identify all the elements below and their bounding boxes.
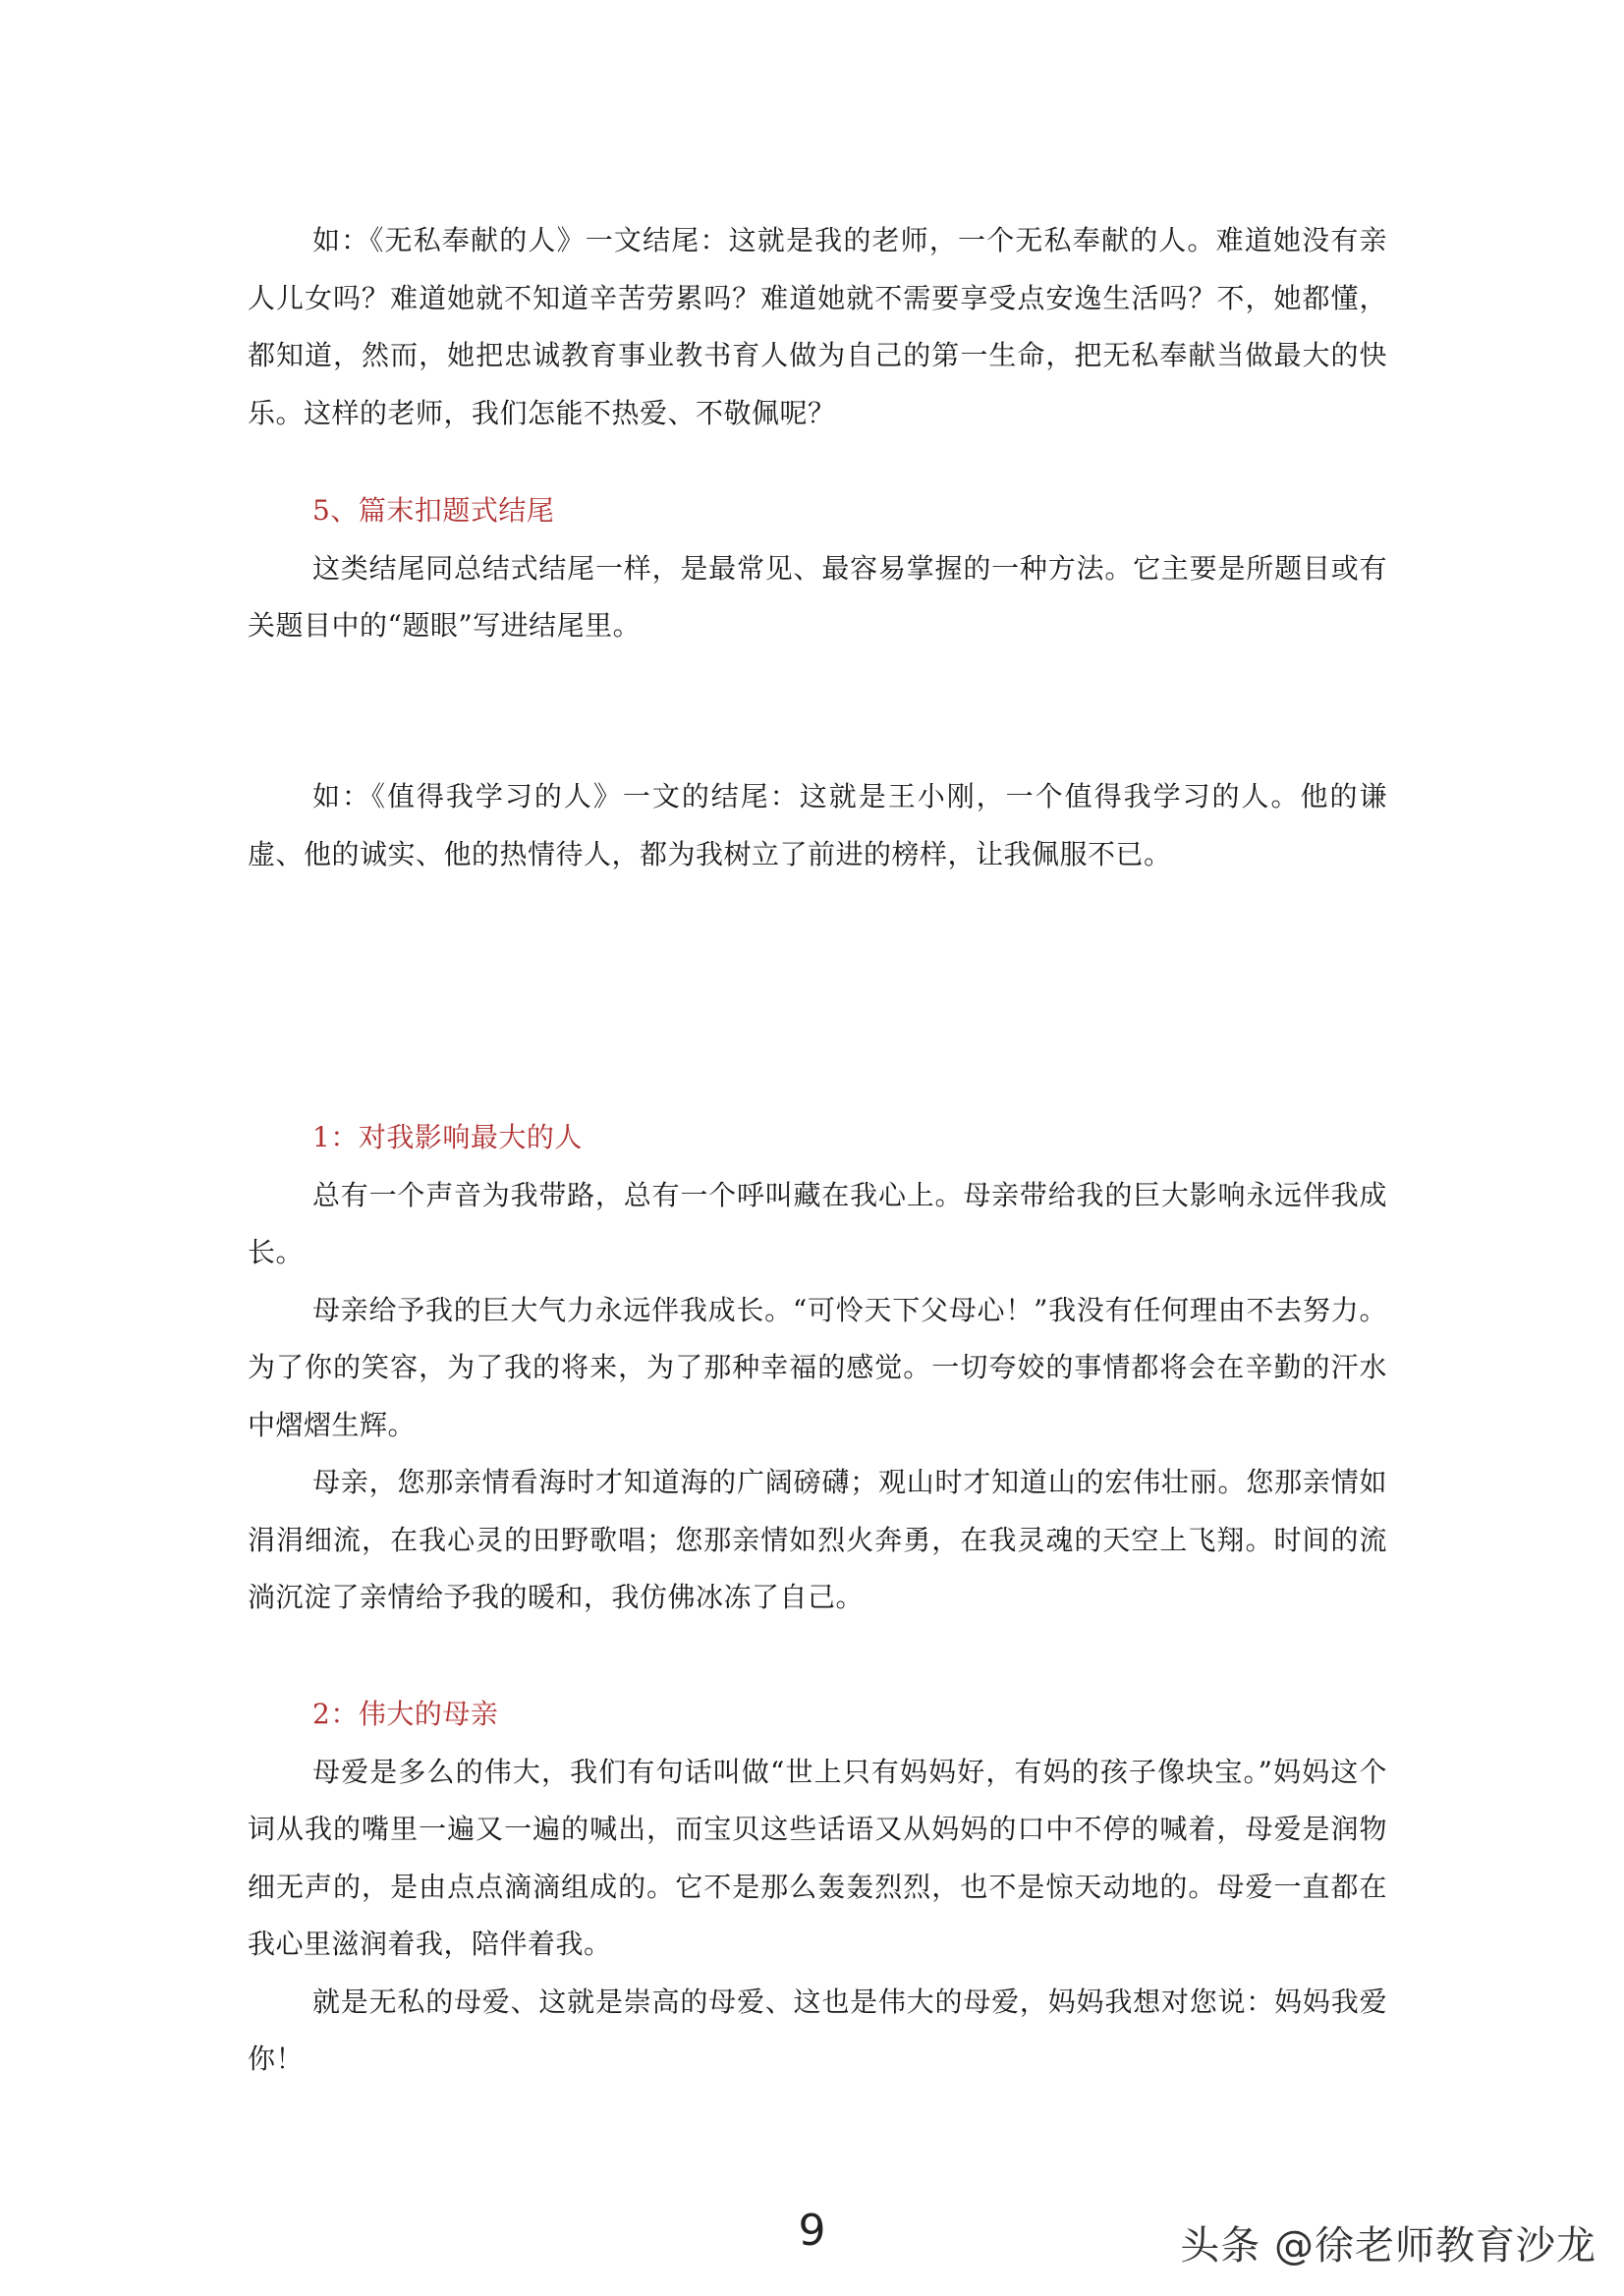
paragraph-text: 母亲给予我的巨大气力永远伴我成长。“可怜天下父母心！”我没有任何理由不去努力。为了你的笑容，为了我的将来，为了那种幸福的感觉。一切夸姣的事情都将会在辛勤的汗水中熠熠生辉。 — [248, 1293, 1387, 1441]
essay-heading: 2：伟大的母亲 — [312, 1698, 499, 1730]
essay-heading: 1：对我影响最大的人 — [312, 1121, 583, 1153]
paragraph-text: 总有一个声音为我带路，总有一个呼叫藏在我心上。母亲带给我的巨大影响永远伴我成长。 — [248, 1178, 1387, 1268]
paragraph-text: 母爱是多么的伟大，我们有句话叫做“世上只有妈妈好，有妈的孩子像块宝。”妈妈这个词从我的嘴里一遍又一遍的喊出，而宝贝这些话语又从妈妈的口中不停的喊着，母爱是润物细无声的，是由点点滴滴组成的。它不是那么轰轰烈烈，也不是惊天动地的。母爱一直都在我心里滋润着我，陪伴着我。 — [248, 1755, 1387, 1960]
section-heading: 5、篇末扣题式结尾 — [312, 494, 555, 527]
paragraph-text: 母亲，您那亲情看海时才知道海的广阔磅礴；观山时才知道山的宏伟壮丽。您那亲情如涓涓细流，在我心灵的田野歌唱；您那亲情如烈火奔勇，在我灵魂的天空上飞翔。时间的流淌沉淀了亲情给予我的暖和，我仿佛冰冻了自己。 — [248, 1466, 1387, 1613]
watermark-text: 头条 @徐老师教育沙龙 — [1180, 2223, 1596, 2268]
paragraph-text: 如：《无私奉献的人》一文结尾：这就是我的老师，一个无私奉献的人。难道她没有亲人儿女吗？难道她就不知道辛苦劳累吗？难道她就不需要享受点安逸生活吗？不，她都懂，都知道，然而，她把忠诚教育事业教书育人做为自己的第一生命，把无私奉献当做最大的快乐。这样的老师，我们怎能不热爱、不敬佩呢？ — [248, 224, 1387, 429]
essay-1 — [248, 1109, 1387, 1627]
section-5 — [248, 482, 1387, 655]
example-paragraph-1 — [248, 212, 1387, 442]
essay-2 — [248, 1686, 1387, 2089]
paragraph-text: 如：《值得我学习的人》一文的结尾：这就是王小刚，一个值得我学习的人。他的谦虚、他的诚实、他的热情待人，都为我树立了前进的榜样，让我佩服不已。 — [248, 780, 1387, 870]
example-paragraph-2 — [248, 768, 1387, 883]
paragraph-text: 这类结尾同总结式结尾一样，是最常见、最容易掌握的一种方法。它主要是所题目或有关题目中的“题眼”写进结尾里。 — [248, 551, 1387, 642]
page-number: 9 — [798, 2206, 826, 2256]
paragraph-text: 就是无私的母爱、这就是崇高的母爱、这也是伟大的母爱，妈妈我想对您说：妈妈我爱你！ — [248, 1985, 1387, 2075]
